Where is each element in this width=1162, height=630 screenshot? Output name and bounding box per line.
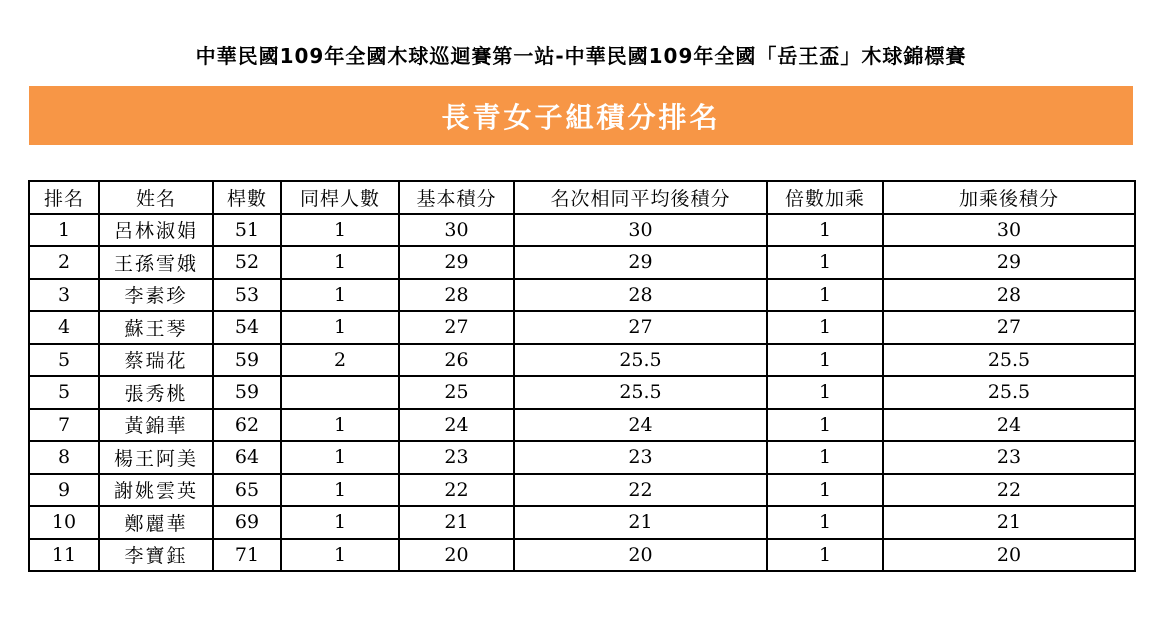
column-header-final-points: 加乘後積分 <box>883 181 1135 214</box>
table-row <box>29 311 1135 344</box>
name-cell: 呂林淑娟 <box>99 214 213 247</box>
final-points-cell: 25.5 <box>883 376 1135 409</box>
multiplier-cell: 1 <box>767 409 883 442</box>
final-points-cell: 22 <box>883 474 1135 507</box>
final-points-cell: 29 <box>883 246 1135 279</box>
averaged-points-cell: 21 <box>514 506 767 539</box>
base-points-cell: 23 <box>399 441 514 474</box>
averaged-points-cell: 27 <box>514 311 767 344</box>
rank-cell: 1 <box>29 214 99 247</box>
final-points-cell: 27 <box>883 311 1135 344</box>
name-cell: 李素珍 <box>99 279 213 312</box>
multiplier-cell: 1 <box>767 376 883 409</box>
final-points-cell: 30 <box>883 214 1135 247</box>
strokes-cell: 52 <box>213 246 281 279</box>
strokes-cell: 64 <box>213 441 281 474</box>
averaged-points-cell: 24 <box>514 409 767 442</box>
name-cell: 鄭麗華 <box>99 506 213 539</box>
name-cell: 謝姚雲英 <box>99 474 213 507</box>
strokes-cell: 62 <box>213 409 281 442</box>
name-cell: 蘇王琴 <box>99 311 213 344</box>
tied-count-cell: 2 <box>281 344 399 377</box>
rank-cell: 2 <box>29 246 99 279</box>
strokes-cell: 59 <box>213 376 281 409</box>
multiplier-cell: 1 <box>767 311 883 344</box>
multiplier-cell: 1 <box>767 474 883 507</box>
name-cell: 楊王阿美 <box>99 441 213 474</box>
averaged-points-cell: 29 <box>514 246 767 279</box>
strokes-cell: 53 <box>213 279 281 312</box>
table-row <box>29 539 1135 572</box>
tied-count-cell: 1 <box>281 539 399 572</box>
strokes-cell: 71 <box>213 539 281 572</box>
column-header-multiplier: 倍數加乘 <box>767 181 883 214</box>
averaged-points-cell: 23 <box>514 441 767 474</box>
table-row <box>29 214 1135 247</box>
section-title: 長青女子組積分排名 <box>441 100 721 134</box>
final-points-cell: 24 <box>883 409 1135 442</box>
strokes-cell: 69 <box>213 506 281 539</box>
final-points-cell: 25.5 <box>883 344 1135 377</box>
table-header-row <box>29 181 1135 214</box>
base-points-cell: 25 <box>399 376 514 409</box>
averaged-points-cell: 30 <box>514 214 767 247</box>
strokes-cell: 51 <box>213 214 281 247</box>
column-header-averaged-points: 名次相同平均後積分 <box>514 181 767 214</box>
table-row <box>29 246 1135 279</box>
rank-cell: 3 <box>29 279 99 312</box>
table-row <box>29 279 1135 312</box>
rank-cell: 10 <box>29 506 99 539</box>
averaged-points-cell: 20 <box>514 539 767 572</box>
tied-count-cell: 1 <box>281 474 399 507</box>
tied-count-cell: 1 <box>281 246 399 279</box>
name-cell: 黃錦華 <box>99 409 213 442</box>
base-points-cell: 20 <box>399 539 514 572</box>
multiplier-cell: 1 <box>767 214 883 247</box>
multiplier-cell: 1 <box>767 506 883 539</box>
strokes-cell: 65 <box>213 474 281 507</box>
final-points-cell: 28 <box>883 279 1135 312</box>
rank-cell: 11 <box>29 539 99 572</box>
averaged-points-cell: 28 <box>514 279 767 312</box>
base-points-cell: 30 <box>399 214 514 247</box>
base-points-cell: 26 <box>399 344 514 377</box>
ranking-table <box>28 180 1136 572</box>
base-points-cell: 27 <box>399 311 514 344</box>
multiplier-cell: 1 <box>767 539 883 572</box>
rank-cell: 5 <box>29 376 99 409</box>
rank-cell: 4 <box>29 311 99 344</box>
final-points-cell: 23 <box>883 441 1135 474</box>
table-row <box>29 474 1135 507</box>
strokes-cell: 54 <box>213 311 281 344</box>
column-header-tied-count: 同桿人數 <box>281 181 399 214</box>
tied-count-cell: 1 <box>281 214 399 247</box>
column-header-base-points: 基本積分 <box>399 181 514 214</box>
base-points-cell: 28 <box>399 279 514 312</box>
multiplier-cell: 1 <box>767 441 883 474</box>
averaged-points-cell: 22 <box>514 474 767 507</box>
averaged-points-cell: 25.5 <box>514 344 767 377</box>
table-row <box>29 441 1135 474</box>
strokes-cell: 59 <box>213 344 281 377</box>
column-header-strokes: 桿數 <box>213 181 281 214</box>
name-cell: 王孫雪娥 <box>99 246 213 279</box>
name-cell: 李寶鈺 <box>99 539 213 572</box>
tied-count-cell: 1 <box>281 441 399 474</box>
name-cell: 蔡瑞花 <box>99 344 213 377</box>
base-points-cell: 24 <box>399 409 514 442</box>
base-points-cell: 21 <box>399 506 514 539</box>
name-cell: 張秀桃 <box>99 376 213 409</box>
base-points-cell: 22 <box>399 474 514 507</box>
multiplier-cell: 1 <box>767 344 883 377</box>
tied-count-cell: 1 <box>281 279 399 312</box>
section-banner <box>29 86 1133 145</box>
tied-count-cell: 1 <box>281 506 399 539</box>
table-row <box>29 409 1135 442</box>
rank-cell: 9 <box>29 474 99 507</box>
column-header-name: 姓名 <box>99 181 213 214</box>
column-header-rank: 排名 <box>29 181 99 214</box>
multiplier-cell: 1 <box>767 246 883 279</box>
table-row <box>29 344 1135 377</box>
averaged-points-cell: 25.5 <box>514 376 767 409</box>
page-title: 中華民國109年全國木球巡迴賽第一站-中華民國109年全國「岳王盃」木球錦標賽 <box>195 44 967 68</box>
multiplier-cell: 1 <box>767 279 883 312</box>
final-points-cell: 20 <box>883 539 1135 572</box>
rank-cell: 5 <box>29 344 99 377</box>
rank-cell: 7 <box>29 409 99 442</box>
tied-count-cell: 1 <box>281 409 399 442</box>
final-points-cell: 21 <box>883 506 1135 539</box>
table-row <box>29 506 1135 539</box>
table-row <box>29 376 1135 409</box>
base-points-cell: 29 <box>399 246 514 279</box>
tied-count-cell <box>281 376 399 409</box>
tied-count-cell: 1 <box>281 311 399 344</box>
rank-cell: 8 <box>29 441 99 474</box>
